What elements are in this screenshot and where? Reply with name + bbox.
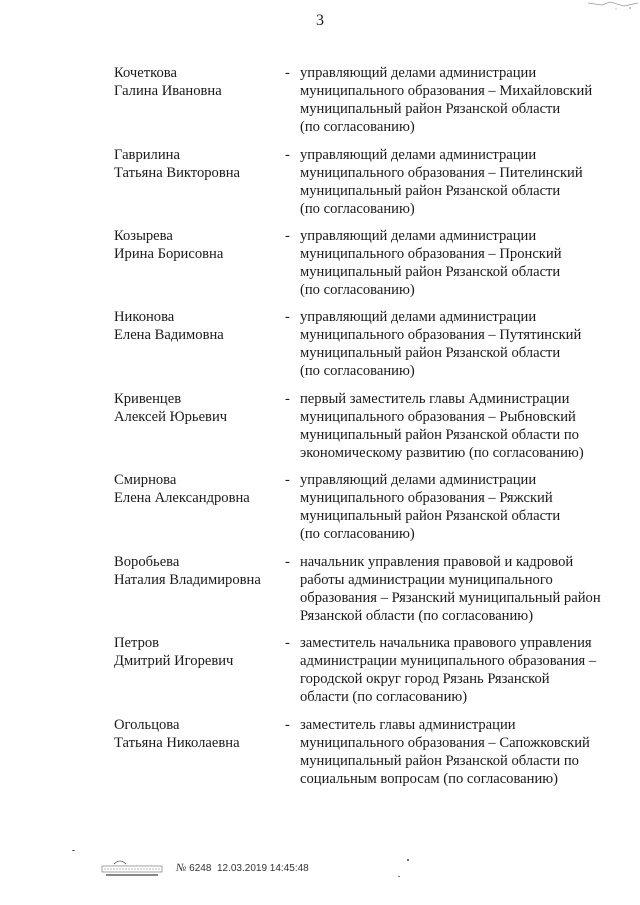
separator-dash: - (285, 391, 290, 407)
position-line: муниципальный район Рязанской области (300, 508, 561, 524)
position-line: (по согласованию) (300, 201, 415, 217)
footer-number-sign: № (176, 862, 187, 874)
person-name (114, 471, 284, 507)
surname: Козырева (114, 228, 173, 244)
surname: Кочеткова (114, 65, 177, 81)
position-description (300, 308, 620, 380)
person-name (114, 553, 284, 589)
position-line: области (по согласованию) (300, 689, 468, 705)
separator-dash: - (285, 717, 290, 733)
position-line: муниципальный район Рязанской области по (300, 753, 579, 769)
position-line: муниципальный район Рязанской области (300, 101, 561, 117)
page-number: 3 (316, 12, 324, 29)
position-line: муниципального образования – Ряжский (300, 490, 553, 506)
surname: Воробьева (114, 554, 180, 570)
given-names: Татьяна Викторовна (114, 165, 241, 181)
separator-dash: - (285, 147, 290, 163)
given-names: Ирина Борисовна (114, 246, 224, 262)
given-names: Алексей Юрьевич (114, 409, 228, 425)
surname: Огольцова (114, 717, 180, 733)
person-name (114, 227, 284, 263)
footer-timestamp: 12.03.2019 14:45:48 (216, 863, 309, 874)
scan-speck (398, 876, 400, 877)
position-line: (по согласованию) (300, 282, 415, 298)
person-name (114, 716, 284, 752)
position-description (300, 227, 620, 299)
position-line: социальным вопросам (по согласованию) (300, 771, 559, 787)
person-name (114, 146, 284, 182)
surname: Смирнова (114, 472, 177, 488)
position-line: управляющий делами администрации (300, 228, 537, 244)
position-line: заместитель начальника правового управления (300, 635, 592, 651)
surname: Никонова (114, 309, 175, 325)
position-line: муниципального образования – Пителинский (300, 165, 583, 181)
separator-dash: - (285, 472, 290, 488)
position-line: Рязанской области (по согласованию) (300, 608, 534, 624)
position-line: первый заместитель главы Администрации (300, 391, 570, 407)
position-description (300, 716, 620, 788)
person-name (114, 390, 284, 426)
position-line: управляющий делами администрации (300, 472, 537, 488)
person-name (114, 308, 284, 344)
person-name (114, 64, 284, 100)
surname: Петров (114, 635, 160, 651)
separator-dash: - (285, 228, 290, 244)
position-line: (по согласованию) (300, 119, 415, 135)
position-line: (по согласованию) (300, 363, 415, 379)
separator-dash: - (285, 309, 290, 325)
position-line: муниципальный район Рязанской области (300, 183, 561, 199)
person-name (114, 634, 284, 670)
surname: Кривенцев (114, 391, 182, 407)
position-description (300, 146, 620, 218)
position-line: муниципальный район Рязанской области по (300, 427, 579, 443)
position-line: администрации муниципального образования – (300, 653, 597, 669)
position-line: муниципального образования – Михайловский (300, 83, 593, 99)
given-names: Дмитрий Игоревич (114, 653, 234, 669)
position-line: работы администрации муниципального (300, 572, 553, 588)
position-description (300, 471, 620, 543)
position-line: управляющий делами администрации (300, 147, 537, 163)
given-names: Галина Ивановна (114, 83, 222, 99)
position-line: начальник управления правовой и кадровой (300, 554, 574, 570)
given-names: Елена Александровна (114, 490, 250, 506)
position-line: муниципального образования – Пронский (300, 246, 562, 262)
document-footer (100, 856, 309, 880)
position-line: заместитель главы администрации (300, 717, 516, 733)
position-description (300, 553, 620, 625)
scan-speck (407, 859, 409, 861)
position-line: управляющий делами администрации (300, 309, 537, 325)
position-line: муниципальный район Рязанской области (300, 345, 561, 361)
separator-dash: - (285, 554, 290, 570)
surname: Гаврилина (114, 147, 180, 163)
position-line: муниципального образования – Рыбновский (300, 409, 576, 425)
position-description (300, 390, 620, 462)
given-names: Татьяна Николаевна (114, 735, 240, 751)
given-names: Наталия Владимировна (114, 572, 261, 588)
registry-stamp-icon (100, 858, 164, 878)
footer-doc-number: 6248 (189, 863, 212, 874)
scan-artifact-mark (580, 0, 640, 12)
given-names: Елена Вадимовна (114, 327, 224, 343)
position-line: городской округ город Рязань Рязанской (300, 671, 550, 687)
footer-doc-info (176, 862, 309, 874)
position-line: экономическому развитию (по согласованию) (300, 445, 584, 461)
position-line: управляющий делами администрации (300, 65, 537, 81)
separator-dash: - (285, 65, 290, 81)
position-description (300, 64, 620, 136)
position-line: муниципального образования – Путятинский (300, 327, 582, 343)
scan-speck (72, 850, 75, 851)
position-description (300, 634, 620, 706)
separator-dash: - (285, 635, 290, 651)
position-line: муниципального образования – Сапожковский (300, 735, 590, 751)
position-line: муниципальный район Рязанской области (300, 264, 561, 280)
position-line: образования – Рязанский муниципальный район (300, 590, 601, 606)
position-line: (по согласованию) (300, 526, 415, 542)
